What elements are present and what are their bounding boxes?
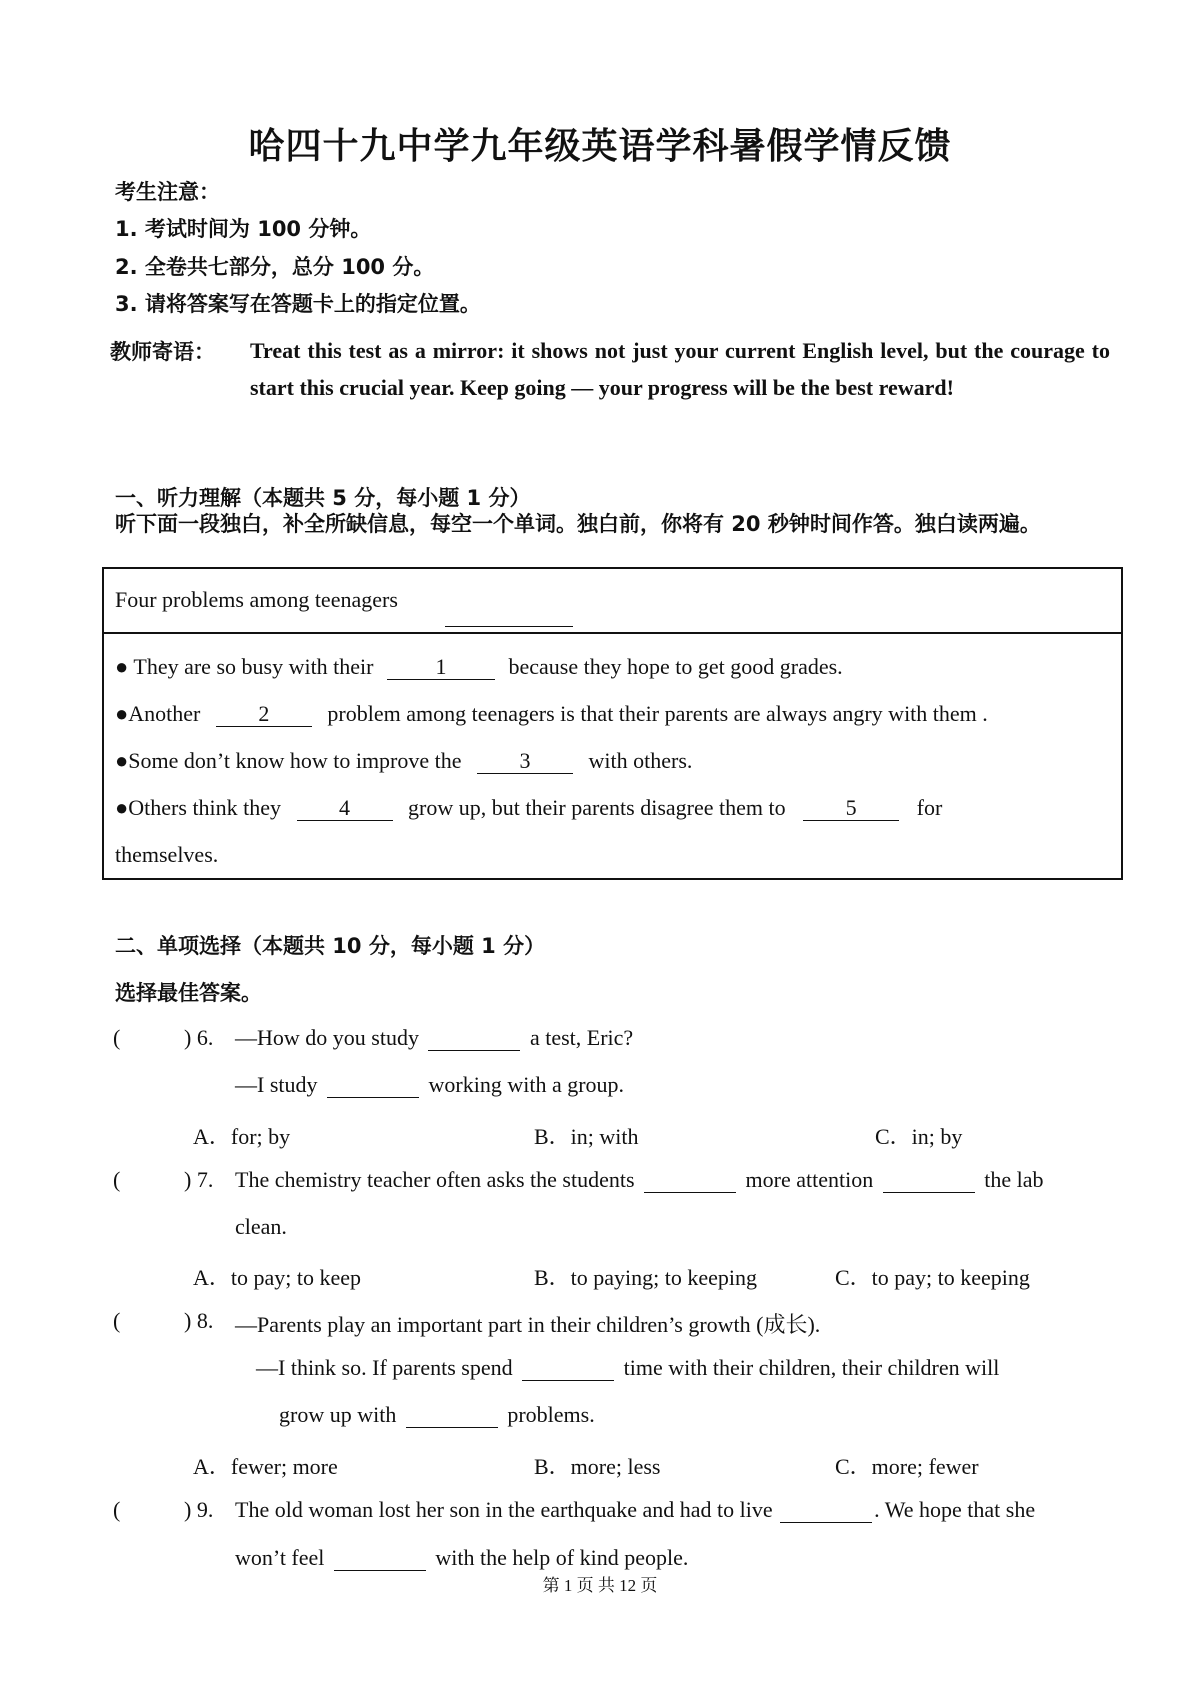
notice-item: 2. 全卷共七部分，总分 100 分。 bbox=[115, 255, 435, 279]
page-title: 哈四十九中学九年级英语学科暑假学情反馈 bbox=[248, 126, 952, 167]
question-number: ) 6. bbox=[184, 1025, 214, 1050]
table-row: ●Some don’t know how to improve the 3 with others. bbox=[115, 748, 693, 773]
question-line: won’t feel with the help of kind people. bbox=[235, 1545, 689, 1570]
title-underline bbox=[445, 598, 573, 627]
blank-2[interactable]: 2 bbox=[216, 703, 312, 727]
question-number: ) 8. bbox=[184, 1308, 214, 1333]
option-c[interactable]: C．to pay; to keeping bbox=[835, 1265, 1030, 1290]
question-number: ) 9. bbox=[184, 1497, 214, 1522]
table-row: ●Others think they 4 grow up, but their parents disagree them to 5 for bbox=[115, 795, 943, 820]
option-c[interactable]: C．more; fewer bbox=[835, 1454, 979, 1479]
table-row: ● They are so busy with their 1 because they hope to get good grades. bbox=[115, 654, 843, 679]
option-c[interactable]: C．in; by bbox=[875, 1124, 963, 1149]
section-heading-listening: 一、听力理解（本题共 5 分，每小题 1 分） bbox=[115, 486, 531, 510]
question-line: The old woman lost her son in the earthquake and had to live . We hope that she bbox=[235, 1497, 1036, 1522]
answer-paren[interactable]: ( bbox=[113, 1497, 121, 1522]
teacher-message-label: 教师寄语： bbox=[110, 340, 215, 364]
option-a[interactable]: A．to pay; to keep bbox=[193, 1265, 362, 1290]
page-footer: 第 1 页 共 12 页 bbox=[542, 1576, 658, 1595]
option-b[interactable]: B．more; less bbox=[534, 1454, 661, 1479]
question-line: —I study working with a group. bbox=[235, 1072, 625, 1097]
section-heading-choice: 二、单项选择（本题共 10 分，每小题 1 分） bbox=[115, 934, 546, 958]
answer-blank[interactable] bbox=[644, 1169, 736, 1193]
answer-blank[interactable] bbox=[522, 1357, 614, 1381]
answer-paren[interactable]: ( bbox=[113, 1308, 121, 1333]
option-a[interactable]: A．for; by bbox=[193, 1124, 291, 1149]
table-title: Four problems among teenagers bbox=[115, 587, 398, 612]
blank-1[interactable]: 1 bbox=[387, 656, 495, 680]
blank-4[interactable]: 4 bbox=[297, 797, 393, 821]
question-line: grow up with problems. bbox=[279, 1402, 595, 1427]
section-instruction-listening: 听下面一段独白，补全所缺信息，每空一个单词。独白前，你将有 20 秒钟时间作答。独白读两遍。 bbox=[115, 512, 1041, 536]
answer-blank[interactable] bbox=[327, 1074, 419, 1098]
blank-5[interactable]: 5 bbox=[803, 797, 899, 821]
question-number: ) 7. bbox=[184, 1167, 214, 1192]
question-line: —How do you study a test, Eric? bbox=[235, 1025, 634, 1050]
option-b[interactable]: B．to paying; to keeping bbox=[534, 1265, 758, 1290]
notice-item: 1. 考试时间为 100 分钟。 bbox=[115, 217, 372, 241]
answer-blank[interactable] bbox=[428, 1027, 520, 1051]
answer-paren[interactable]: ( bbox=[113, 1167, 121, 1192]
question-line: The chemistry teacher often asks the students more attention the lab bbox=[235, 1167, 1044, 1192]
answer-paren[interactable]: ( bbox=[113, 1025, 121, 1050]
section-instruction-choice: 选择最佳答案。 bbox=[115, 981, 262, 1005]
answer-blank[interactable] bbox=[780, 1499, 872, 1523]
blank-3[interactable]: 3 bbox=[477, 750, 573, 774]
answer-blank[interactable] bbox=[334, 1547, 426, 1571]
option-a[interactable]: A．fewer; more bbox=[193, 1454, 338, 1479]
option-b[interactable]: B．in; with bbox=[534, 1124, 639, 1149]
question-line: clean. bbox=[235, 1214, 287, 1239]
notice-item: 3. 请将答案写在答题卡上的指定位置。 bbox=[115, 292, 481, 316]
question-line: —I think so. If parents spend time with their children, their children will bbox=[256, 1355, 1000, 1380]
table-row-wrap: themselves. bbox=[115, 842, 219, 867]
table-divider bbox=[102, 632, 1123, 634]
answer-blank[interactable] bbox=[406, 1404, 498, 1428]
table-row: ●Another 2 problem among teenagers is that their parents are always angry with them . bbox=[115, 701, 988, 726]
teacher-message: Treat this test as a mirror: it shows not just your current English level, but the courage to start this crucial year. Keep going — your progress will be the best reward! bbox=[250, 338, 1110, 400]
answer-blank[interactable] bbox=[883, 1169, 975, 1193]
notice-heading: 考生注意： bbox=[115, 180, 220, 204]
question-line: —Parents play an important part in their children’s growth (成长). bbox=[235, 1312, 821, 1337]
